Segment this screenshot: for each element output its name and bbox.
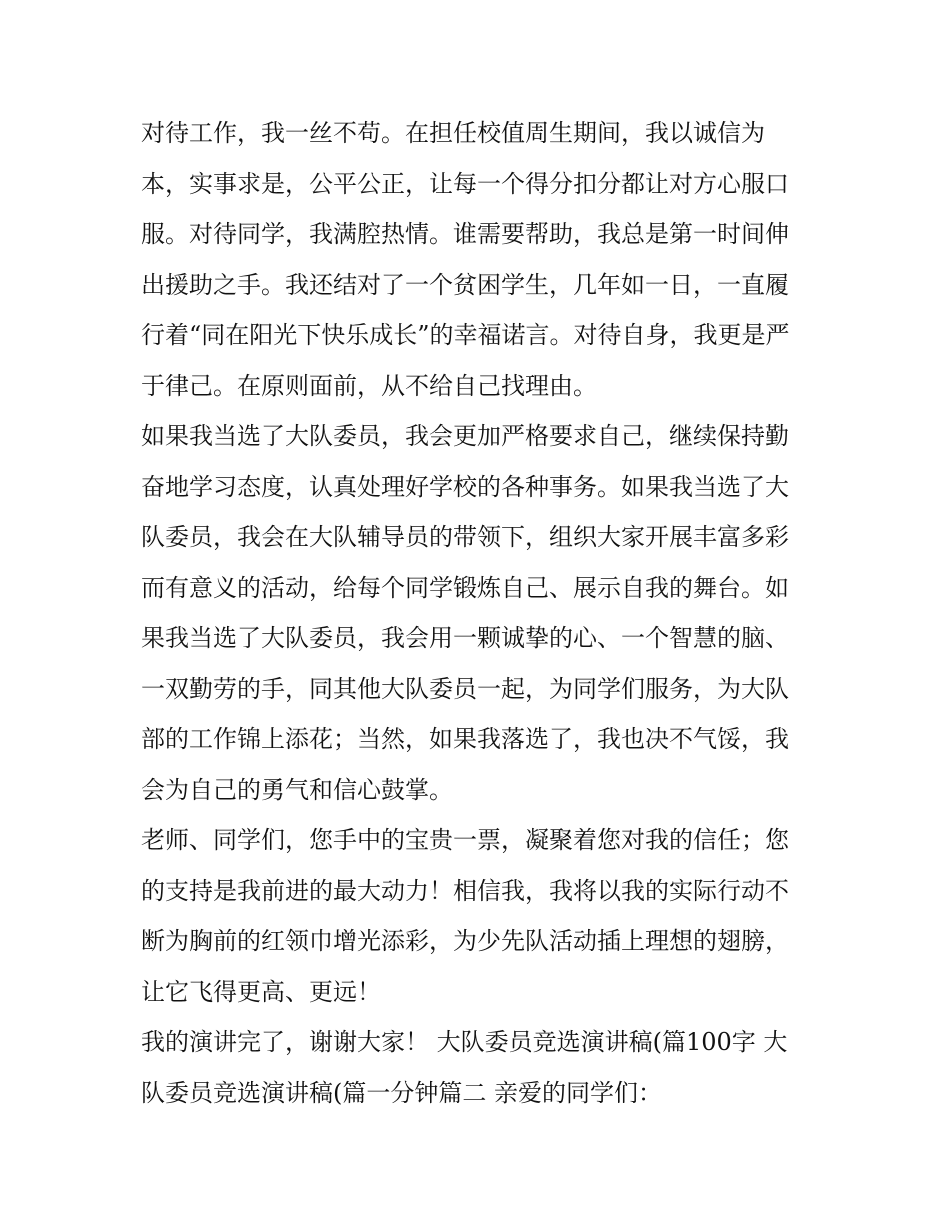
document-body: [141, 108, 813, 1118]
text-line: 服。对待同学，我满腔热情。谁需要帮助，我总是第一时间伸: [141, 220, 789, 248]
text-line: 果我当选了大队委员，我会用一颗诚挚的心、一个智慧的脑、: [141, 624, 789, 652]
text-line: 的支持是我前进的最大动力！相信我，我将以我的实际行动不: [141, 876, 789, 905]
text-line: 于律己。在原则面前，从不给自己找理由。: [141, 371, 597, 400]
text-line: 队委员，我会在大队辅导员的带领下，组织大家开展丰富多彩: [141, 523, 789, 551]
text-line: 本，实事求是，公平公正，让每一个得分扣分都让对方心服口: [141, 169, 789, 198]
text-line: 而有意义的活动，给每个同学锻炼自己、展示自我的舞台。如: [141, 573, 789, 602]
text-line: 出援助之手。我还结对了一个贫困学生，几年如一日，一直履: [141, 270, 789, 299]
text-line: 如果我当选了大队委员，我会更加严格要求自己，继续保持勤: [141, 422, 789, 450]
text-line: 让它飞得更高、更远！: [141, 977, 381, 1006]
text-line: 断为胸前的红领巾增光添彩，为少先队活动插上理想的翅膀，: [141, 927, 789, 955]
text-line: 对待工作，我一丝不苟。在担任校值周生期间，我以诚信为: [141, 119, 765, 147]
text-line: 队委员竞选演讲稿(篇一分钟篇二 亲爱的同学们：: [141, 1078, 662, 1107]
text-line: 部的工作锦上添花；当然，如果我落选了，我也决不气馁，我: [141, 725, 789, 753]
text-line: 我的演讲完了，谢谢大家！ 大队委员竞选演讲稿(篇100字 大: [141, 1028, 788, 1056]
text-line: 会为自己的勇气和信心鼓掌。: [141, 775, 453, 804]
text-line: 行着“同在阳光下快乐成长”的幸福诺言。对待自身，我更是严: [141, 321, 790, 349]
text-line: 一双勤劳的手，同其他大队委员一起，为同学们服务，为大队: [141, 674, 789, 703]
text-line: 奋地学习态度，认真处理好学校的各种事务。如果我当选了大: [141, 472, 789, 501]
text-line: 老师、同学们，您手中的宝贵一票，凝聚着您对我的信任；您: [141, 826, 789, 854]
